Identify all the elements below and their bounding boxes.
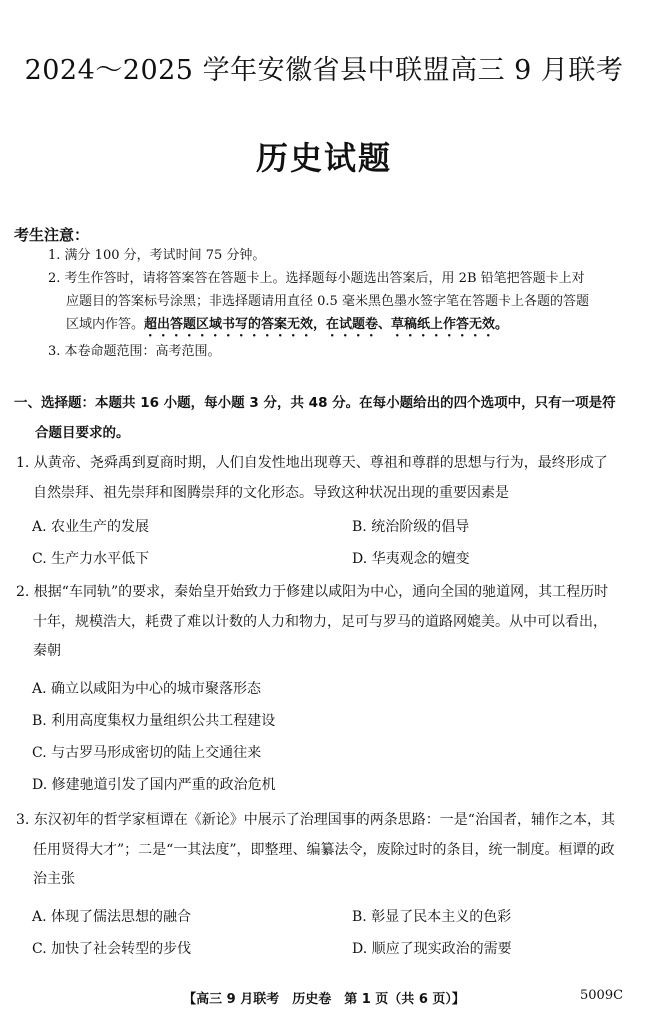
question-2-option-b[interactable]: B. 利用高度集权力量组织公共工程建设 xyxy=(32,713,276,729)
question-2-line-1: 2. 根据“车同轨”的要求，秦始皇开始致力于修建以咸阳为中心，通向全国的驰道网，其工程历时 xyxy=(16,584,609,600)
question-3-options-row-1 xyxy=(32,903,632,932)
question-1-option-c[interactable]: C. 生产力水平低下 xyxy=(32,551,150,567)
section-heading-line-1: 一、选择题：本题共 16 小题，每小题 3 分，共 48 分。在每小题给出的四个选项中，只有一项是符 xyxy=(14,395,616,411)
question-1-option-a[interactable]: A. 农业生产的发展 xyxy=(32,519,150,535)
question-2-line-3: 秦朝 xyxy=(33,643,61,659)
question-2-option-row-d xyxy=(32,771,632,800)
question-3-option-c[interactable]: C. 加快了社会转型的步伐 xyxy=(32,941,192,957)
question-1-line-1: 1. 从黄帝、尧舜禹到夏商时期，人们自发性地出现尊天、尊祖和尊群的思想与行为，最终形成了 xyxy=(16,455,608,471)
notice-item-3: 3. 本卷命题范围：高考范围。 xyxy=(48,344,221,359)
question-2-option-a[interactable]: A. 确立以咸阳为中心的城市聚落形态 xyxy=(32,681,262,697)
subject-title: 历史试题 xyxy=(255,139,392,177)
question-1 xyxy=(16,449,638,508)
question-1-options-row-1 xyxy=(32,513,632,542)
question-3 xyxy=(16,806,638,895)
question-3-line-2: 任用贤得大才”；二是“一其法度”，即整理、编纂法令，废除过时的条目，统一制度。桓谭的政 xyxy=(33,841,615,858)
notice-item-2-line-2: 应题目的答案标号涂黑；非选择题请用直径 0.5 毫米黑色墨水签字笔在答题卡上各题的答题 xyxy=(66,294,589,309)
page-footer: 【高三 9 月联考 历史卷 第 1 页（共 6 页）】 xyxy=(183,992,465,1007)
question-2-option-d[interactable]: D. 修建驰道引发了国内严重的政治危机 xyxy=(32,777,276,793)
notice-list xyxy=(48,244,628,363)
question-2-option-row-c xyxy=(32,739,632,768)
question-2-option-row-b xyxy=(32,707,632,736)
notice-heading: 考生注意： xyxy=(14,226,90,244)
notice-item-2-line-3-prefix: 区域内作答。 xyxy=(66,317,145,332)
section-heading xyxy=(14,388,636,448)
notice-emphasis-text: 超出答题区域书写的答案无效，在试题卷、草稿纸上作答无效。 xyxy=(144,317,509,332)
exam-code: 5009C xyxy=(580,988,624,1003)
question-3-option-d[interactable]: D. 顺应了现实政治的需要 xyxy=(352,941,512,957)
notice-item-1: 1. 满分 100 分，考试时间 75 分钟。 xyxy=(48,248,266,263)
question-1-options-row-2 xyxy=(32,545,632,574)
question-2 xyxy=(16,578,638,667)
question-3-option-a[interactable]: A. 体现了儒法思想的融合 xyxy=(32,909,192,925)
question-3-line-1: 3. 东汉初年的哲学家桓谭在《新论》中展示了治理国事的两条思路：一是“治国者，辅作之本，其 xyxy=(16,812,615,828)
notice-item-2-line-3 xyxy=(48,313,628,340)
question-2-option-c[interactable]: C. 与古罗马形成密切的陆上交通往来 xyxy=(32,745,262,761)
question-1-line-2: 自然崇拜、祖先崇拜和图腾崇拜的文化形态。导致这种状况出现的重要因素是 xyxy=(33,484,509,501)
question-1-option-d[interactable]: D. 华夷观念的嬗变 xyxy=(352,551,470,567)
question-2-option-row-a xyxy=(32,675,632,704)
question-3-options-row-2 xyxy=(32,935,632,964)
question-2-line-2: 十年，规模浩大，耗费了难以计数的人力和物力，足可与罗马的道路网媲美。从中可以看出， xyxy=(33,613,607,630)
exam-title: 2024～2025 学年安徽省县中联盟高三 9 月联考 xyxy=(24,55,624,86)
section-heading-line-2: 合题目要求的。 xyxy=(35,425,130,441)
notice-item-2-line-1: 2. 考生作答时，请将答案答在答题卡上。选择题每小题选出答案后，用 2B 铅笔把答题卡上对 xyxy=(48,271,585,286)
question-1-option-b[interactable]: B. 统治阶级的倡导 xyxy=(352,519,470,535)
question-3-option-b[interactable]: B. 彰显了民本主义的色彩 xyxy=(352,909,512,925)
question-3-line-3: 治主张 xyxy=(33,871,75,887)
